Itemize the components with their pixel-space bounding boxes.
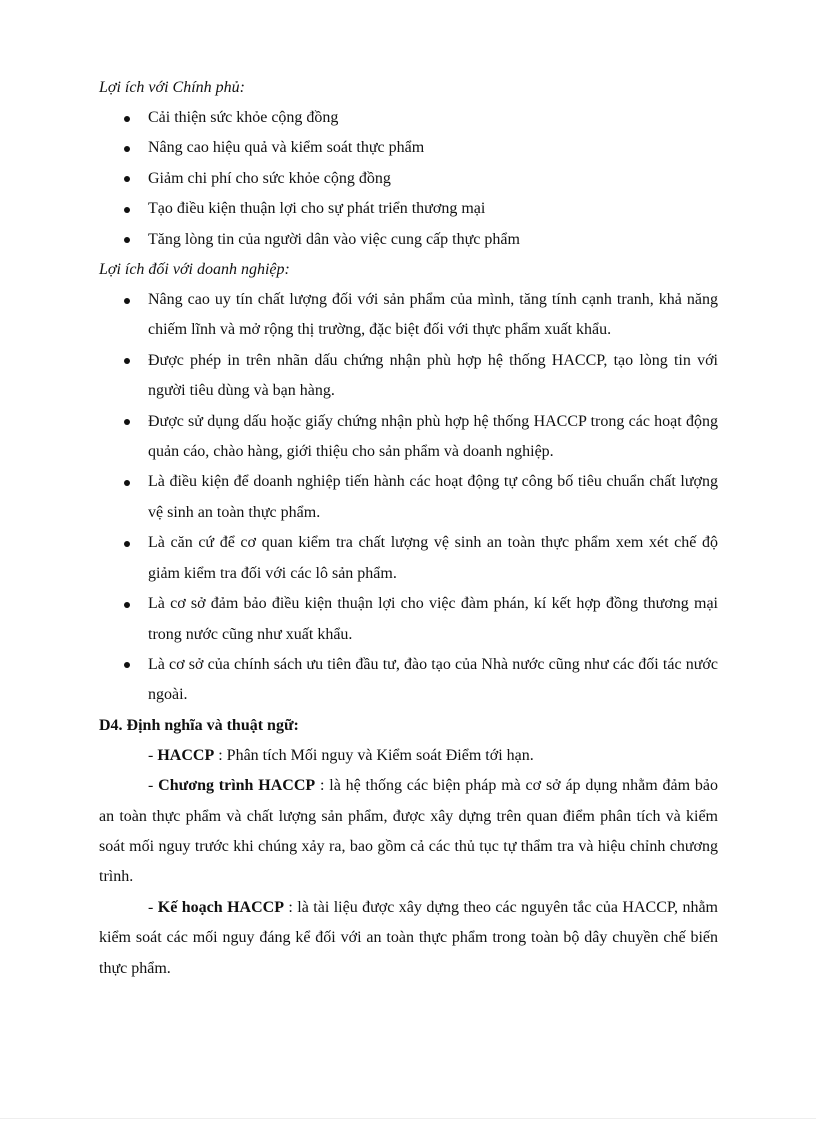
business-benefits-list	[99, 285, 718, 711]
list-item: Nâng cao uy tín chất lượng đối với sản phẩm của mình, tăng tính cạnh tranh, khả năng chiếm lĩnh và mở rộng thị trường, đặc biệt đối với thực phẩm xuất khẩu.	[99, 285, 718, 346]
list-item: Cải thiện sức khỏe cộng đồng	[99, 103, 718, 133]
bullet-icon	[124, 541, 130, 547]
bullet-icon	[124, 176, 130, 182]
document-content	[99, 73, 718, 984]
bullet-icon	[124, 146, 130, 152]
definition-haccp-program: - Chương trình HACCP : là hệ thống các biện pháp mà cơ sở áp dụng nhằm đảm bảo an toàn thực phẩm và chất lượng sản phẩm, được xây dựng trên quan điểm phân tích và kiểm soát mối nguy trước khi chúng xảy ra, bao gồm cả các thủ tục tự thẩm tra và hiệu chỉnh chương trình.	[99, 777, 719, 886]
bullet-icon	[124, 419, 130, 425]
definitions-heading: D4. Định nghĩa và thuật ngữ:	[99, 716, 299, 734]
definition-term: HACCP	[157, 746, 215, 764]
list-item: Nâng cao hiệu quả và kiểm soát thực phẩm	[99, 133, 718, 163]
list-item: Là căn cứ để cơ quan kiểm tra chất lượng vệ sinh an toàn thực phẩm xem xét chế độ giảm kiểm tra đối với các lô sản phẩm.	[99, 528, 718, 589]
list-item: Tăng lòng tin của người dân vào việc cung cấp thực phẩm	[99, 225, 718, 255]
bullet-icon	[124, 358, 130, 364]
list-item: Giảm chi phí cho sức khỏe cộng đồng	[99, 164, 718, 194]
government-benefits-heading: Lợi ích với Chính phủ:	[99, 79, 245, 96]
definition-haccp-plan: - Kế hoạch HACCP : là tài liệu được xây dựng theo các nguyên tắc của HACCP, nhằm kiểm soát các mối nguy đáng kể đối với an toàn thực phẩm trong toàn bộ dây chuyền chế biến thực phẩm.	[99, 898, 718, 977]
list-item: Là cơ sở đảm bảo điều kiện thuận lợi cho việc đàm phán, kí kết hợp đồng thương mại trong nước cũng như xuất khẩu.	[99, 589, 718, 650]
list-item: Là điều kiện để doanh nghiệp tiến hành các hoạt động tự công bố tiêu chuẩn chất lượng vệ sinh an toàn thực phẩm.	[99, 467, 718, 528]
bullet-icon	[124, 207, 130, 213]
definition-term: Kế hoạch HACCP	[157, 898, 284, 916]
bullet-icon	[124, 602, 130, 608]
bullet-icon	[124, 116, 130, 122]
bullet-icon	[124, 237, 130, 243]
list-item: Tạo điều kiện thuận lợi cho sự phát triển thương mại	[99, 194, 718, 224]
government-benefits-list	[99, 103, 718, 255]
list-item: Là cơ sở của chính sách ưu tiên đầu tư, đào tạo của Nhà nước cũng như các đối tác nước ngoài.	[99, 650, 718, 711]
business-benefits-heading: Lợi ích đối với doanh nghiệp:	[99, 261, 290, 279]
page-bottom-divider	[0, 1118, 816, 1119]
list-item: Được phép in trên nhãn dấu chứng nhận phù hợp hệ thống HACCP, tạo lòng tin với người tiêu dùng và bạn hàng.	[99, 346, 718, 407]
bullet-icon	[124, 298, 130, 304]
definition-haccp: - HACCP : Phân tích Mối nguy và Kiểm soát Điểm tới hạn.	[148, 746, 534, 764]
definition-term: Chương trình HACCP	[158, 777, 316, 795]
bullet-icon	[124, 662, 130, 668]
list-item: Được sử dụng dấu hoặc giấy chứng nhận phù hợp hệ thống HACCP trong các hoạt động quản cáo, chào hàng, giới thiệu cho sản phẩm và doanh nghiệp.	[99, 407, 718, 468]
bullet-icon	[124, 480, 130, 486]
